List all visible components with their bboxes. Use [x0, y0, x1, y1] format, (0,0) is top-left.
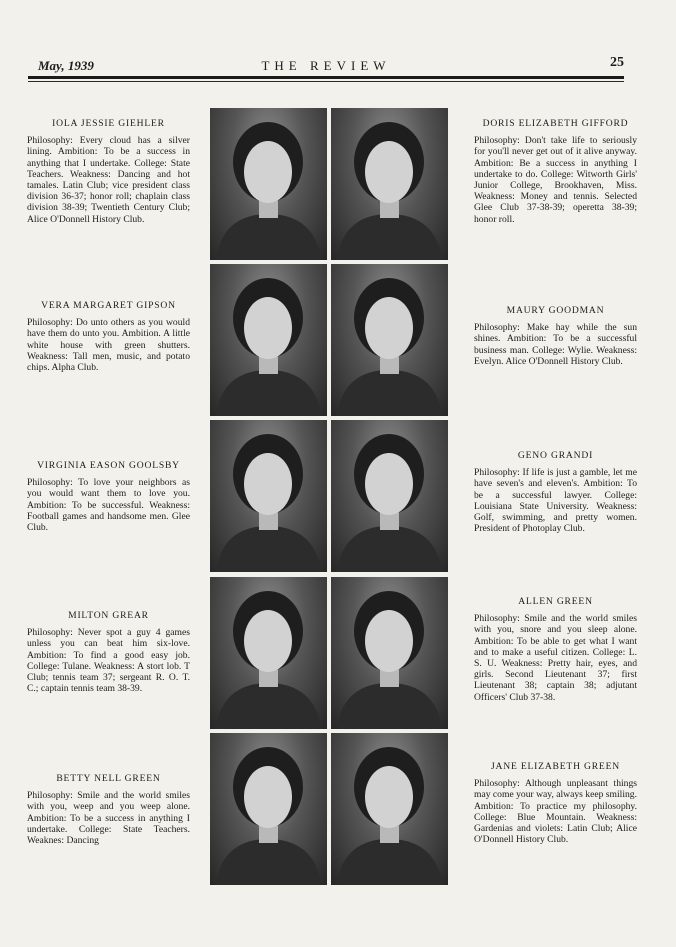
header-rule-thin — [28, 81, 624, 82]
student-bio-goodman — [474, 305, 637, 367]
issue-date: May, 1939 — [38, 58, 94, 73]
portrait-photo-jane-green — [331, 733, 448, 885]
portrait-face — [244, 297, 292, 359]
portrait-silhouette — [210, 733, 327, 885]
portrait-face — [244, 453, 292, 515]
portrait-face — [244, 766, 292, 828]
portrait-silhouette — [210, 577, 327, 729]
portrait-face — [365, 297, 413, 359]
student-name: IOLA JESSIE GIEHLER — [52, 118, 165, 129]
publication-title: THE REVIEW — [261, 58, 391, 73]
student-bio-gifford — [474, 118, 637, 225]
portrait-shoulders — [216, 526, 321, 572]
student-name: JANE ELIZABETH GREEN — [491, 761, 620, 772]
student-bio-goolsby — [27, 460, 190, 533]
portrait-shoulders — [337, 683, 442, 729]
portrait-face — [244, 141, 292, 203]
student-bio-grear — [27, 610, 190, 694]
portrait-shoulders — [337, 839, 442, 885]
student-name: GENO GRANDI — [517, 450, 594, 461]
portrait-silhouette — [210, 420, 327, 572]
portrait-photo-grear — [210, 577, 327, 729]
student-text: Philosophy: Although unpleasant things may come your way, always keep smiling. Ambition: To practice my philosophy. College: Blue Mountain. Weakness: Gardenias and violets: Latin Club; Alice O'Donnell History Club. — [474, 778, 637, 846]
portrait-shoulders — [337, 214, 442, 260]
portrait-photo-gipson — [210, 264, 327, 416]
portrait-shoulders — [337, 370, 442, 416]
student-bio-giehler — [27, 118, 190, 225]
student-name: VIRGINIA EASON GOOLSBY — [37, 460, 180, 471]
portrait-silhouette — [210, 264, 327, 416]
student-name: ALLEN GREEN — [518, 596, 593, 607]
student-text: Philosophy: Smile and the world smiles with you, weep and you weep alone. Ambition: To be a success in anything I undertake. College: State Teachers. Weaknes: Dancing — [27, 790, 190, 847]
portrait-photo-goolsby — [210, 420, 327, 572]
student-bio-jane-green — [474, 761, 637, 845]
portrait-photo-giehler — [210, 108, 327, 260]
student-text: Philosophy: Make hay while the sun shines. Ambition: To be a successful business man. College: Wylie. Weakness: Evelyn. Alice O'Donnell History Club. — [474, 322, 637, 367]
student-bio-betty-green — [27, 773, 190, 846]
portrait-silhouette — [331, 264, 448, 416]
portrait-photo-gifford — [331, 108, 448, 260]
student-text: Philosophy: Don't take life to seriously for you'll never get out of it alive anyway. Ambition: Be a success in anything I undertake to do. College: Witworth Girls' Junior College, Brookhaven, Miss. Weakness: Money and tennis. Selected Glee Club 37-38-39; operetta 38-39; honor roll. — [474, 135, 637, 225]
student-text: Philosophy: If life is just a gamble, let me have seven's and eleven's. Ambition: To be a successful lawyer. College: Louisiana State University. Weakness: Golf, swimming, and pretty women. President of Photoplay Club. — [474, 467, 637, 535]
student-text: Philosophy: Smile and the world smiles with you, snore and you sleep alone. Ambition: To be able to get what I want and to make a useful citizen. College: L. S. U. Weakness: Pretty hair, eyes, and girls. Second Lieutenant 37; first Lieutenant 38; captain 38; adjutant Officers' Club 37-38. — [474, 613, 637, 703]
student-name: DORIS ELIZABETH GIFFORD — [482, 118, 629, 129]
student-text: Philosophy: Do unto others as you would have them do unto you. Ambition. A little white house with green shutters. Weakness: Tall men, music, and potato chips. Alpha Club. — [27, 317, 190, 374]
student-bio-grandi — [474, 450, 637, 534]
portrait-shoulders — [216, 370, 321, 416]
portrait-photo-betty-green — [210, 733, 327, 885]
portrait-silhouette — [331, 420, 448, 572]
portrait-shoulders — [216, 839, 321, 885]
student-text: Philosophy: Every cloud has a silver lining. Ambition: To be a success in anything that I undertake. College: State Teachers. Weakness: Dancing and hot tamales. Latin Club; vice president class division 36-37; honor roll; chaplain class division 38-39; Twentieth Century Club; Alice O'Donnell History Club. — [27, 135, 190, 225]
portrait-silhouette — [210, 108, 327, 260]
student-text: Philosophy: Never spot a guy 4 games unless you can beat him six-love. Ambition: To find a good easy job. College: Tulane. Weakness: A stort lob. T Club; tennis team 37; sergeant R. O. T. C.; captain tennis team 38-39. — [27, 627, 190, 695]
student-name: MAURY GOODMAN — [506, 305, 605, 316]
page-number: 25 — [610, 55, 624, 70]
running-header — [28, 55, 624, 78]
portrait-shoulders — [216, 214, 321, 260]
portrait-face — [365, 141, 413, 203]
student-name: BETTY NELL GREEN — [56, 773, 161, 784]
portrait-silhouette — [331, 577, 448, 729]
portrait-shoulders — [216, 683, 321, 729]
portrait-face — [365, 766, 413, 828]
portrait-silhouette — [331, 733, 448, 885]
portrait-photo-allen-green — [331, 577, 448, 729]
portrait-silhouette — [331, 108, 448, 260]
portrait-face — [365, 453, 413, 515]
portrait-face — [244, 610, 292, 672]
portrait-face — [365, 610, 413, 672]
student-name: MILTON GREAR — [68, 610, 149, 621]
header-rule-thick — [28, 76, 624, 79]
portrait-photo-goodman — [331, 264, 448, 416]
student-bio-allen-green — [474, 596, 637, 703]
student-name: VERA MARGARET GIPSON — [41, 300, 176, 311]
student-text: Philosophy: To love your neighbors as you would want them to love you. Ambition: To be successful. Weakness: Football games and handsome men. Glee Club. — [27, 477, 190, 534]
portrait-shoulders — [337, 526, 442, 572]
portrait-photo-grandi — [331, 420, 448, 572]
student-bio-gipson — [27, 300, 190, 373]
